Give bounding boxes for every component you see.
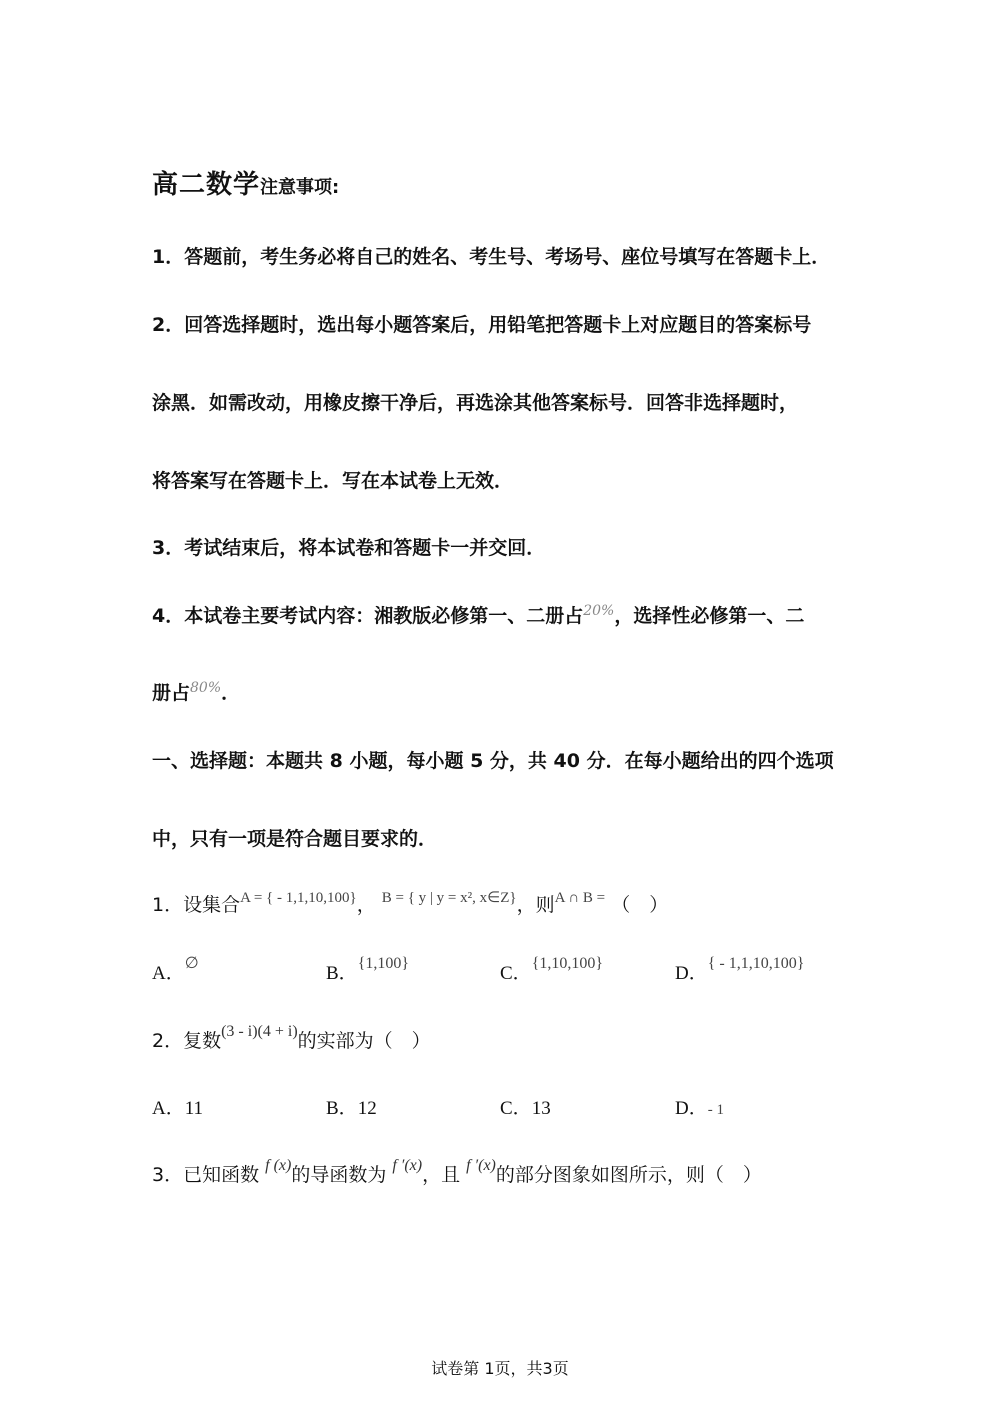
notes-heading: 注意事项: xyxy=(260,177,340,198)
option-label: B． xyxy=(326,963,358,984)
q2-option-d[interactable] xyxy=(675,1095,724,1123)
question-2-suffix: 的实部为（ ） xyxy=(297,1030,431,1052)
option-value: 12 xyxy=(357,1098,377,1119)
q2-option-b[interactable] xyxy=(326,1095,377,1122)
option-label: A． xyxy=(152,1098,185,1119)
page-footer: 试卷第 1页，共3页 xyxy=(431,1359,569,1378)
option-label: D． xyxy=(675,1098,708,1119)
note-4-line-2 xyxy=(152,680,240,708)
function-f: f (x) xyxy=(265,1157,292,1174)
question-1-suffix: （ ） xyxy=(611,894,669,916)
complex-expr: (3 - i)(4 + i) xyxy=(221,1023,298,1040)
intersection-expr: A ∩ B = xyxy=(554,890,606,906)
note-4-text-c: 册占 xyxy=(152,682,191,704)
option-label: A． xyxy=(152,963,185,984)
option-value: - 1 xyxy=(707,1102,724,1118)
question-1-sep: ， xyxy=(356,894,376,916)
question-3-mid-1: 的导函数为 xyxy=(291,1164,387,1186)
question-3-suffix: 的部分图象如图所示，则（ ） xyxy=(495,1164,762,1186)
question-1 xyxy=(152,892,668,920)
note-4-text-a: 4．本试卷主要考试内容：湘教版必修第一、二册占 xyxy=(152,605,584,627)
option-value: { - 1,1,10,100} xyxy=(707,955,805,972)
note-4-text-d: ． xyxy=(221,682,241,704)
empty-set-icon: ∅ xyxy=(184,955,199,972)
option-label: C． xyxy=(500,963,532,984)
option-label: C． xyxy=(500,1098,532,1119)
q1-option-c[interactable] xyxy=(500,955,604,988)
page-header xyxy=(152,172,339,201)
note-4-line-1 xyxy=(152,603,804,631)
section-1-line-2: 中，只有一项是符合题目要求的． xyxy=(152,828,438,850)
question-3 xyxy=(152,1157,762,1190)
option-label: B． xyxy=(326,1098,358,1119)
note-2-line-1: 2．回答选择题时，选出每小题答案后，用铅笔把答题卡上对应题目的答案标号 xyxy=(152,314,812,336)
option-value: 13 xyxy=(531,1098,551,1119)
option-value: 11 xyxy=(184,1098,204,1119)
question-1-prefix: 1．设集合 xyxy=(152,894,241,916)
page-title: 高二数学 xyxy=(152,170,261,200)
note-4-text-b: ，选择性必修第一、二 xyxy=(614,605,805,627)
section-1-line-1: 一、选择题：本题共 8 小题，每小题 5 分，共 40 分．在每小题给出的四个选项 xyxy=(152,750,834,772)
question-2 xyxy=(152,1023,431,1056)
note-3: 3．考试结束后，将本试卷和答题卡一并交回． xyxy=(152,537,546,559)
q1-option-a[interactable] xyxy=(152,955,199,988)
derivative-f-2: f ′(x) xyxy=(466,1157,496,1174)
set-a: A = { - 1,1,10,100} xyxy=(240,890,357,906)
option-label: D． xyxy=(675,963,708,984)
percent-20: 20% xyxy=(583,603,615,619)
set-b: B = { y | y = x², x∈Z} xyxy=(381,890,517,906)
note-2-line-3: 将答案写在答题卡上．写在本试卷上无效． xyxy=(152,470,514,492)
note-1: 1．答题前，考生务必将自己的姓名、考生号、考场号、座位号填写在答题卡上． xyxy=(152,246,831,268)
question-2-prefix: 2．复数 xyxy=(152,1030,222,1052)
question-3-mid-2: ，且 xyxy=(422,1164,461,1186)
derivative-f-1: f ′(x) xyxy=(392,1157,423,1174)
q2-option-a[interactable] xyxy=(152,1095,203,1122)
q1-option-d[interactable] xyxy=(675,955,805,988)
option-value: {1,100} xyxy=(357,955,410,972)
q2-option-c[interactable] xyxy=(500,1095,551,1122)
question-3-prefix: 3．已知函数 xyxy=(152,1164,260,1186)
note-2-line-2: 涂黑．如需改动，用橡皮擦干净后，再选涂其他答案标号．回答非选择题时， xyxy=(152,392,799,414)
percent-80: 80% xyxy=(190,680,222,696)
q1-option-b[interactable] xyxy=(326,955,410,988)
question-1-mid: ，则 xyxy=(516,894,555,916)
option-value: {1,10,100} xyxy=(531,955,604,972)
